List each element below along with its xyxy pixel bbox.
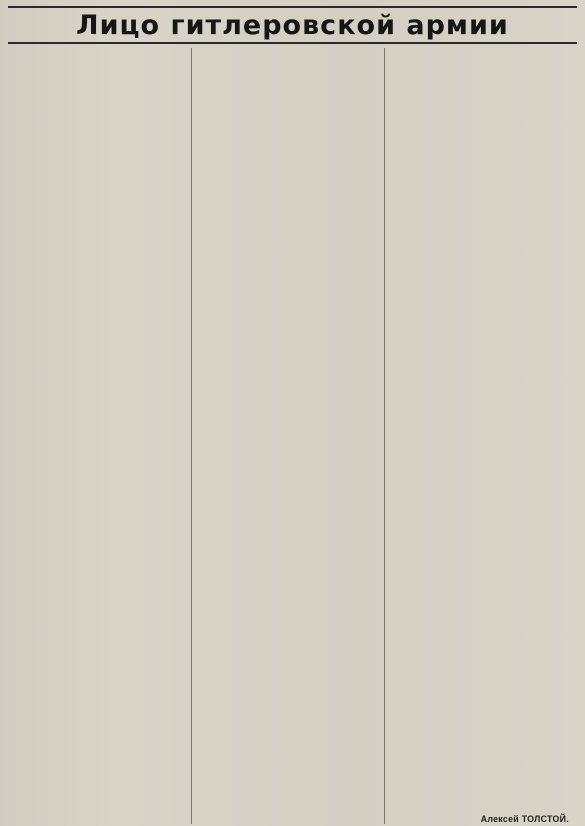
article-column-1 <box>8 48 192 824</box>
article-headline: Лицо гитлеровской армии <box>8 6 577 44</box>
article-column-2 <box>200 48 384 824</box>
author-signature: Алексей ТОЛСТОЙ. <box>480 814 569 824</box>
article-column-3 <box>393 48 577 824</box>
article-columns <box>8 48 577 824</box>
